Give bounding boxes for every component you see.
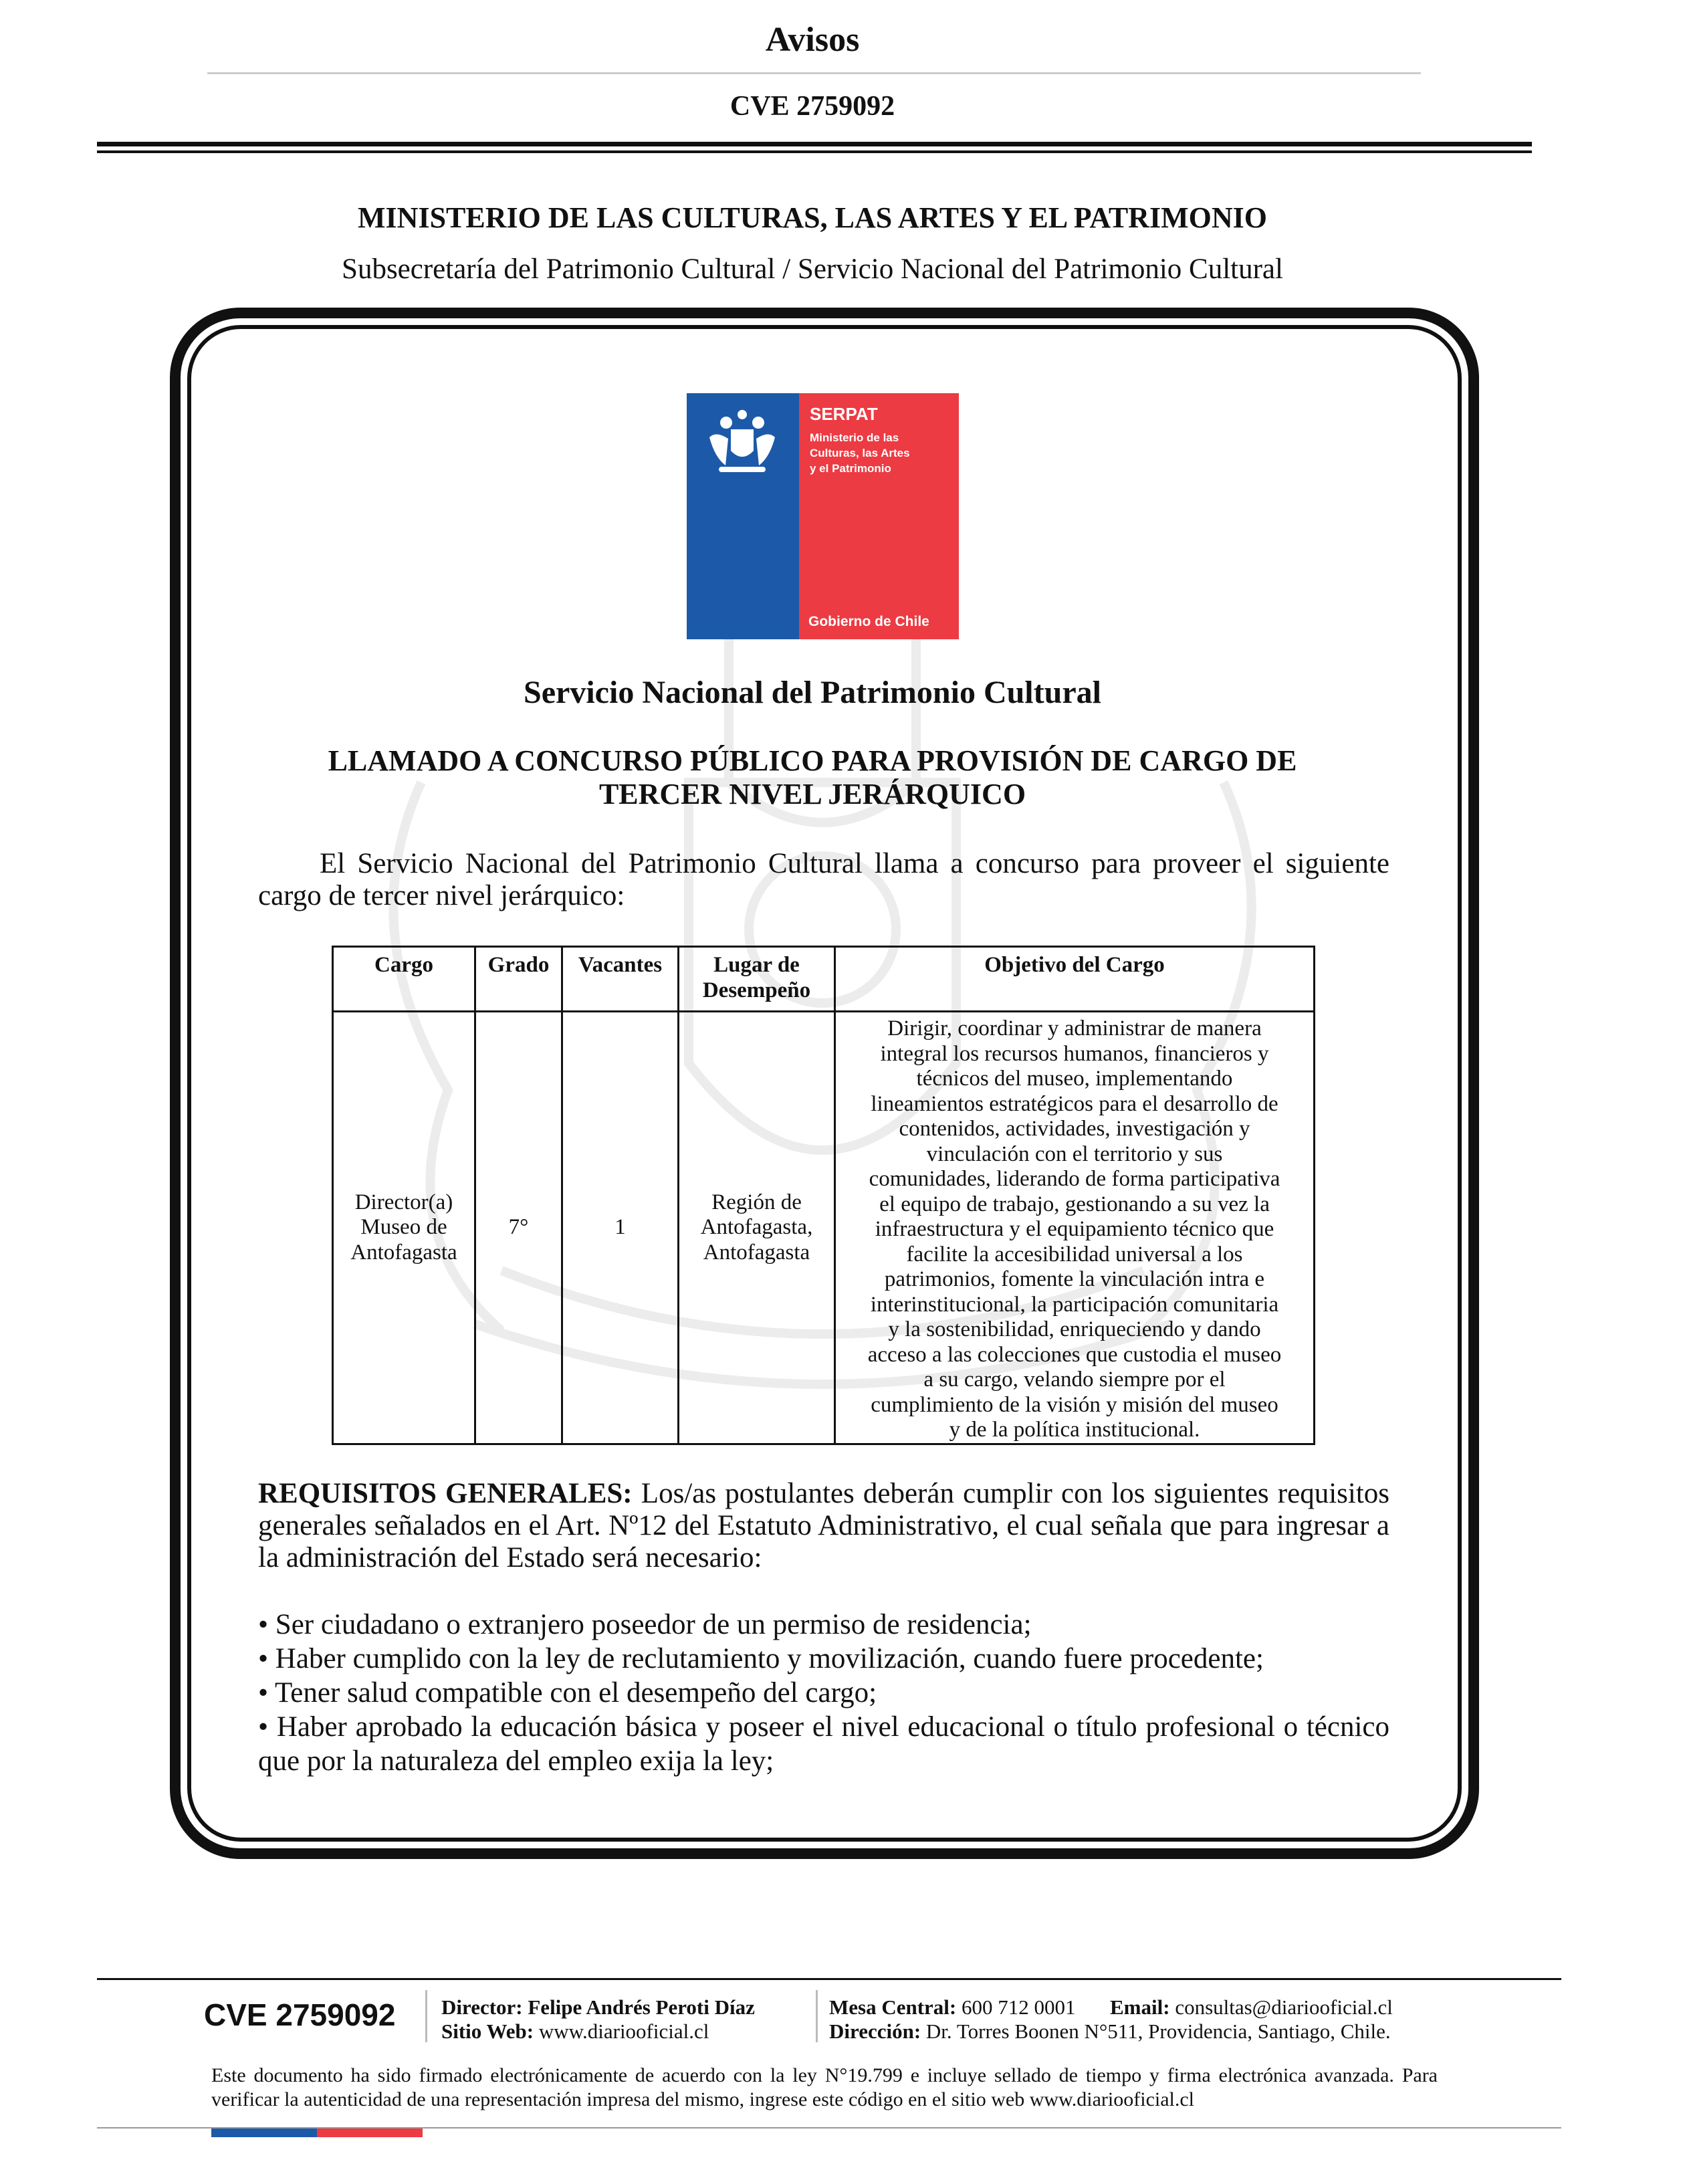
footer-website-link[interactable]: www.diariooficial.cl	[538, 2019, 709, 2043]
header-cve: CVE 2759092	[730, 91, 895, 122]
objetivo-line: técnicos del museo, implementando	[916, 1067, 1233, 1091]
footer-flag-red	[317, 2128, 423, 2137]
intro-paragraph: El Servicio Nacional del Patrimonio Cultural llama a concurso para proveer el siguiente cargo de tercer nivel jerárquico:	[258, 848, 1389, 911]
objetivo-line: contenidos, actividades, investigación y	[899, 1117, 1250, 1141]
footer-separator	[425, 1990, 427, 2042]
ministry-name: MINISTERIO DE LAS CULTURAS, LAS ARTES Y EL PATRIMONIO	[358, 201, 1267, 234]
cell-line: Antofagasta	[350, 1240, 457, 1265]
footer-website	[441, 2019, 755, 2044]
logo-line: Culturas, las Artes	[810, 447, 910, 459]
service-name: Servicio Nacional del Patrimonio Cultural	[524, 675, 1101, 710]
requirements-paragraph	[258, 1478, 1389, 1574]
table-header-row	[333, 947, 1315, 1012]
header-lugar-line: Lugar de	[713, 953, 800, 977]
objetivo-line: Dirigir, coordinar y administrar de manera	[887, 1016, 1262, 1041]
objetivo-line: comunidades, liderando de forma participativa	[869, 1167, 1280, 1191]
footer-separator	[816, 1990, 818, 2042]
footer-phone-email	[829, 1995, 1393, 2019]
header-lugar-line: Desempeño	[702, 978, 811, 1002]
objetivo-line: cumplimiento de la visión y misión del museo	[871, 1392, 1278, 1417]
footer-label: Director:	[441, 1995, 523, 2019]
objetivo-line: integral los recursos humanos, financieros y	[880, 1041, 1269, 1066]
logo-line: y el Patrimonio	[810, 462, 891, 475]
objetivo-line: interinstitucional, la participación comunitaria	[870, 1292, 1279, 1317]
objetivo-line: lineamientos estratégicos para el desarrollo de	[871, 1091, 1278, 1116]
footer-contact-block	[829, 1995, 1393, 2044]
list-item: • Tener salud compatible con el desempeño del cargo;	[258, 1677, 877, 1709]
header-double-rule-top	[97, 142, 1532, 146]
footer-phone: 600 712 0001	[962, 1995, 1076, 2019]
footer-cve: CVE 2759092	[204, 1997, 396, 2032]
footer-email-link[interactable]: consultas@diariooficial.cl	[1175, 1995, 1393, 2019]
position-table	[332, 946, 1315, 1445]
header-objetivo: Objetivo del Cargo	[835, 947, 1315, 1012]
header-lugar	[679, 947, 835, 1012]
header-grado: Grado	[475, 947, 562, 1012]
footer-label: Mesa Central:	[829, 1995, 957, 2019]
requirements-label: REQUISITOS GENERALES:	[258, 1478, 633, 1509]
objetivo-line: facilite la accesibilidad universal a los	[906, 1242, 1243, 1267]
serpat-logo	[687, 393, 959, 639]
call-title	[201, 744, 1424, 811]
objetivo-line: y de la política institucional.	[949, 1418, 1200, 1442]
footer-divider	[97, 1978, 1561, 1980]
cell-line: Museo de	[360, 1215, 447, 1239]
cell-vacantes: 1	[562, 1012, 679, 1444]
call-title-line: LLAMADO A CONCURSO PÚBLICO PARA PROVISIÓN DE CARGO DE	[328, 744, 1297, 777]
footer-director	[441, 1995, 755, 2019]
table-row	[333, 1012, 1315, 1444]
footer-address	[829, 2019, 1393, 2044]
objetivo-line: el equipo de trabajo, gestionando a su vez la	[879, 1192, 1270, 1216]
cell-line: Antofagasta,	[700, 1215, 813, 1239]
ministry-subtitle: Subsecretaría del Patrimonio Cultural / Servicio Nacional del Patrimonio Cultural	[342, 253, 1283, 285]
footer-director-block	[441, 1995, 755, 2044]
footer-legal-notice: Este documento ha sido firmado electrónicamente de acuerdo con la ley N°19.799 e incluye sellado de tiempo y firma electrónica avanzada. Para verificar la autenticidad de una representación impresa del mismo, ingrese este código en el sitio web www.diariooficial.cl	[211, 2064, 1438, 2110]
footer-label: Email:	[1110, 1995, 1170, 2019]
cell-cargo	[333, 1012, 475, 1444]
coat-of-arms-icon	[696, 404, 788, 484]
logo-ministry-text	[810, 430, 910, 476]
cell-lugar	[679, 1012, 835, 1444]
cell-objetivo	[835, 1012, 1315, 1444]
cell-grado: 7°	[475, 1012, 562, 1444]
list-item: • Ser ciudadano o extranjero poseedor de un permiso de residencia;	[258, 1609, 1032, 1640]
requirements-text: Los/as postulantes deberán cumplir con los siguientes requisitos generales señalados en el Art. Nº12 del Estatuto Administrativo, el cual señala que para ingresar a la administración del Estado será necesario:	[258, 1478, 1389, 1573]
cell-line: Director(a)	[354, 1190, 453, 1214]
call-title-line: TERCER NIVEL JERÁRQUICO	[598, 778, 1026, 810]
cell-line: Antofagasta	[703, 1240, 810, 1265]
cell-line: Región de	[711, 1190, 802, 1214]
header-cargo: Cargo	[333, 947, 475, 1012]
objetivo-line: acceso a las colecciones que custodia el museo	[867, 1342, 1282, 1367]
logo-acronym: SERPAT	[810, 404, 878, 424]
logo-line: Ministerio de las	[810, 431, 899, 444]
objetivo-line: vinculación con el territorio y sus	[926, 1141, 1223, 1166]
objetivo-line: y la sostenibilidad, enriqueciendo y dando	[888, 1317, 1261, 1341]
objetivo-line: infraestructura y el equipamiento técnico que	[875, 1217, 1274, 1241]
footer-label: Sitio Web:	[441, 2019, 534, 2043]
header-divider	[207, 72, 1421, 74]
objetivo-line: patrimonios, fomente la vinculación intra e	[884, 1267, 1265, 1291]
requirements-list	[258, 1608, 1389, 1778]
header-vacantes: Vacantes	[562, 947, 679, 1012]
footer-address-text: Dr. Torres Boonen N°511, Providencia, Santiago, Chile.	[925, 2019, 1391, 2043]
list-item: • Haber aprobado la educación básica y poseer el nivel educacional o título profesional o técnico que por la naturaleza del empleo exija la ley;	[258, 1711, 1389, 1777]
list-item: • Haber cumplido con la ley de reclutamiento y movilización, cuando fuere procedente;	[258, 1643, 1264, 1674]
section-title: Avisos	[765, 21, 860, 59]
header-double-rule-bottom	[97, 150, 1532, 153]
footer-flag-blue	[211, 2128, 317, 2137]
objetivo-line: a su cargo, velando siempre por el	[923, 1368, 1226, 1392]
footer-label: Dirección:	[829, 2019, 921, 2043]
logo-government: Gobierno de Chile	[808, 614, 929, 629]
footer-director-name: Felipe Andrés Peroti Díaz	[528, 1995, 755, 2019]
